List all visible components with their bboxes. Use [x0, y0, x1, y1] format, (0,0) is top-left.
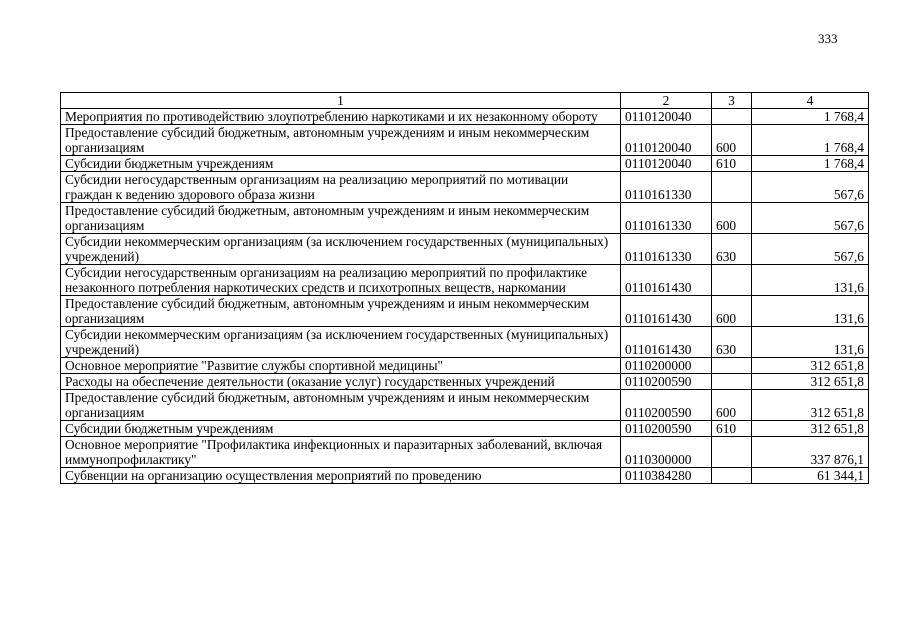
row-amount-cell: 61 344,1	[752, 468, 869, 484]
row-type-cell: 600	[712, 203, 752, 234]
table-row	[61, 125, 869, 156]
row-type-cell: 610	[712, 421, 752, 437]
row-amount-cell: 337 876,1	[752, 437, 869, 468]
row-amount-cell: 312 651,8	[752, 374, 869, 390]
row-amount-cell: 312 651,8	[752, 390, 869, 421]
row-amount-cell: 567,6	[752, 203, 869, 234]
row-type-cell	[712, 358, 752, 374]
row-code-cell: 0110120040	[621, 125, 712, 156]
row-type-cell	[712, 265, 752, 296]
row-code-cell: 0110161330	[621, 234, 712, 265]
table-row	[61, 156, 869, 172]
row-code-cell: 0110120040	[621, 109, 712, 125]
row-name-cell: Предоставление субсидий бюджетным, автономным учреждениям и иным некоммерческим организациям	[61, 125, 621, 156]
table-row	[61, 172, 869, 203]
table-header-row	[61, 93, 869, 109]
table-row	[61, 327, 869, 358]
table-row	[61, 374, 869, 390]
page-number: 333	[818, 31, 838, 46]
row-name-cell: Мероприятия по противодействию злоупотреблению наркотиками и их незаконному обороту	[61, 109, 621, 125]
row-code-cell: 0110300000	[621, 437, 712, 468]
table-row	[61, 437, 869, 468]
table-row	[61, 234, 869, 265]
table-row	[61, 390, 869, 421]
row-name-cell: Основное мероприятие "Развитие службы спортивной медицины"	[61, 358, 621, 374]
row-type-cell	[712, 172, 752, 203]
budget-table	[60, 92, 869, 484]
header-col-3: 3	[712, 93, 752, 109]
row-code-cell: 0110200590	[621, 390, 712, 421]
row-amount-cell: 131,6	[752, 265, 869, 296]
row-type-cell	[712, 109, 752, 125]
row-type-cell: 600	[712, 125, 752, 156]
table-row	[61, 109, 869, 125]
row-type-cell: 630	[712, 234, 752, 265]
row-name-cell: Предоставление субсидий бюджетным, автономным учреждениям и иным некоммерческим организациям	[61, 203, 621, 234]
row-name-cell: Субсидии некоммерческим организациям (за исключением государственных (муниципальных) учреждений)	[61, 327, 621, 358]
row-code-cell: 0110384280	[621, 468, 712, 484]
row-amount-cell: 131,6	[752, 296, 869, 327]
row-type-cell	[712, 437, 752, 468]
row-amount-cell: 1 768,4	[752, 109, 869, 125]
row-amount-cell: 312 651,8	[752, 421, 869, 437]
table-row	[61, 265, 869, 296]
row-code-cell: 0110161330	[621, 172, 712, 203]
row-name-cell: Субсидии бюджетным учреждениям	[61, 421, 621, 437]
row-type-cell	[712, 374, 752, 390]
row-type-cell: 600	[712, 296, 752, 327]
row-amount-cell: 131,6	[752, 327, 869, 358]
row-type-cell: 600	[712, 390, 752, 421]
table-row	[61, 358, 869, 374]
row-name-cell: Субсидии негосударственным организациям на реализацию мероприятий по мотивации граждан к ведению здорового образа жизни	[61, 172, 621, 203]
row-name-cell: Субсидии некоммерческим организациям (за исключением государственных (муниципальных) учреждений)	[61, 234, 621, 265]
row-name-cell: Предоставление субсидий бюджетным, автономным учреждениям и иным некоммерческим организациям	[61, 390, 621, 421]
header-col-2: 2	[621, 93, 712, 109]
row-amount-cell: 567,6	[752, 234, 869, 265]
row-code-cell: 0110161430	[621, 265, 712, 296]
row-type-cell: 630	[712, 327, 752, 358]
table-row	[61, 421, 869, 437]
row-name-cell: Субвенции на организацию осуществления мероприятий по проведению	[61, 468, 621, 484]
table-row	[61, 296, 869, 327]
row-name-cell: Субсидии бюджетным учреждениям	[61, 156, 621, 172]
row-amount-cell: 567,6	[752, 172, 869, 203]
header-col-4: 4	[752, 93, 869, 109]
header-col-1: 1	[61, 93, 621, 109]
row-amount-cell: 1 768,4	[752, 125, 869, 156]
row-name-cell: Предоставление субсидий бюджетным, автономным учреждениям и иным некоммерческим организациям	[61, 296, 621, 327]
row-code-cell: 0110200590	[621, 421, 712, 437]
row-code-cell: 0110200590	[621, 374, 712, 390]
row-code-cell: 0110161330	[621, 203, 712, 234]
row-name-cell: Субсидии негосударственным организациям на реализацию мероприятий по профилактике незаконного потребления наркотических средств и психотропных веществ, наркомании	[61, 265, 621, 296]
row-type-cell: 610	[712, 156, 752, 172]
row-code-cell: 0110200000	[621, 358, 712, 374]
row-code-cell: 0110161430	[621, 327, 712, 358]
table-row	[61, 468, 869, 484]
row-type-cell	[712, 468, 752, 484]
row-name-cell: Основное мероприятие "Профилактика инфекционных и паразитарных заболеваний, включая иммунопрофилактику"	[61, 437, 621, 468]
table-row	[61, 203, 869, 234]
row-code-cell: 0110120040	[621, 156, 712, 172]
row-amount-cell: 312 651,8	[752, 358, 869, 374]
row-name-cell: Расходы на обеспечение деятельности (оказание услуг) государственных учреждений	[61, 374, 621, 390]
row-amount-cell: 1 768,4	[752, 156, 869, 172]
row-code-cell: 0110161430	[621, 296, 712, 327]
